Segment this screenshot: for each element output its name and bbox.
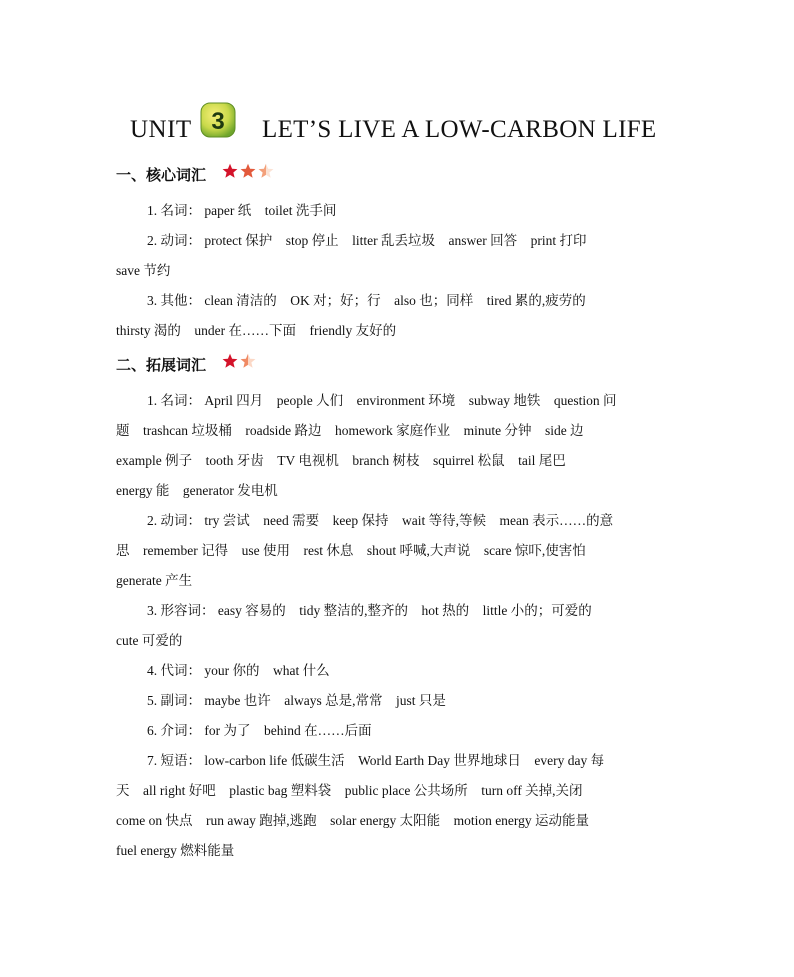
vocab-line: 6. 介词： for 为了 behind 在……后面 (147, 723, 372, 738)
vocab-line: 3. 其他： clean 清洁的 OK 对；好；行 also 也；同样 tired 累的,疲劳的 (147, 293, 586, 308)
star-half-icon (240, 353, 256, 369)
vocab-line: 2. 动词： protect 保护 stop 停止 litter 乱丢垃圾 answer 回答 print 打印 (147, 233, 587, 248)
vocab-line: energy 能 generator 发电机 (116, 483, 278, 498)
unit-number: 3 (211, 108, 225, 135)
unit-heading: LET’S LIVE A LOW-CARBON LIFE (262, 116, 657, 143)
vocab-line: 1. 名词： April 四月 people 人们 environment 环境 subway 地铁 question 问 (147, 393, 617, 408)
vocab-line: 7. 短语： low-carbon life 低碳生活 World Earth Day 世界地球日 every day 每 (147, 753, 605, 768)
star-full-icon (222, 353, 238, 369)
vocab-line: cute 可爱的 (116, 633, 183, 648)
section-heading-core: 一、核心词汇 (116, 166, 207, 184)
section-heading-extended: 二、拓展词汇 (116, 356, 207, 374)
difficulty-stars-core (222, 163, 274, 179)
vocab-line: 思 remember 记得 use 使用 rest 休息 shout 呼喊,大声说 scare 惊吓,使害怕 (116, 543, 586, 558)
vocab-line: 1. 名词： paper 纸 toilet 洗手间 (147, 203, 337, 218)
vocab-line: fuel energy 燃料能量 (116, 843, 235, 858)
unit-number-badge-icon (200, 102, 236, 138)
vocab-line: 4. 代词： your 你的 what 什么 (147, 663, 330, 678)
unit-title (0, 102, 794, 154)
difficulty-stars-extended (222, 353, 256, 369)
vocab-line: 题 trashcan 垃圾桶 roadside 路边 homework 家庭作业 minute 分钟 side 边 (116, 423, 584, 438)
vocab-line: 3. 形容词： easy 容易的 tidy 整洁的,整齐的 hot 热的 little 小的；可爱的 (147, 603, 592, 618)
vocab-line: generate 产生 (116, 573, 193, 588)
vocab-line: thirsty 渴的 under 在……下面 friendly 友好的 (116, 323, 397, 338)
star-full-icon (222, 163, 238, 179)
vocab-line: example 例子 tooth 牙齿 TV 电视机 branch 树枝 squirrel 松鼠 tail 尾巴 (116, 453, 566, 468)
vocab-line: come on 快点 run away 跑掉,逃跑 solar energy 太阳能 motion energy 运动能量 (116, 813, 590, 828)
vocab-line: 5. 副词： maybe 也许 always 总是,常常 just 只是 (147, 693, 446, 708)
unit-label: UNIT (130, 116, 192, 143)
vocab-line: 2. 动词： try 尝试 need 需要 keep 保持 wait 等待,等候 mean 表示……的意 (147, 513, 614, 528)
vocab-line: save 节约 (116, 263, 171, 278)
star-full-icon (240, 163, 256, 179)
vocab-line: 天 all right 好吧 plastic bag 塑料袋 public place 公共场所 turn off 关掉,关闭 (116, 783, 583, 798)
star-half-icon (258, 163, 274, 179)
